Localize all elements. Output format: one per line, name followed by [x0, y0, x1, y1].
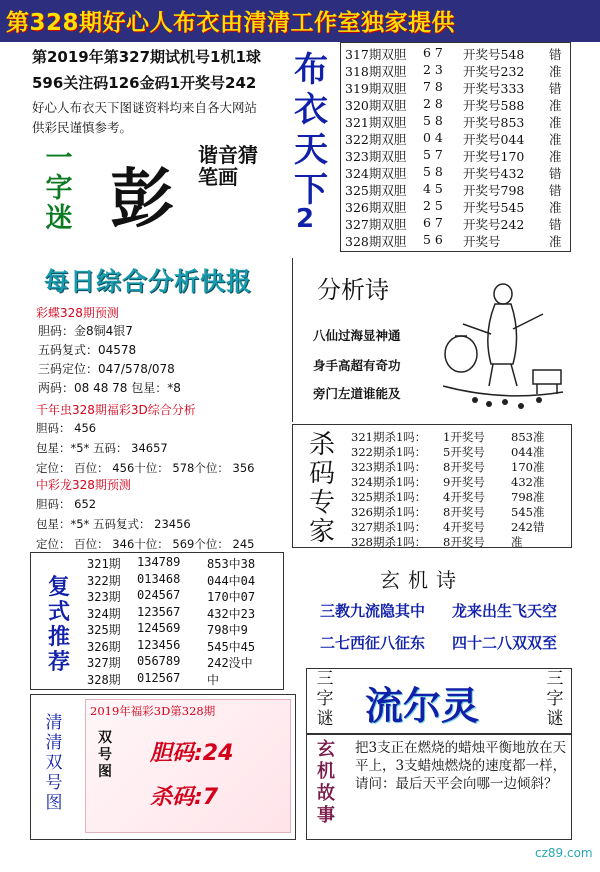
intro-line-2: 596关注码126金码1开奖号242	[32, 74, 257, 92]
xuanji-line-1b: 龙来出生飞天空	[452, 602, 558, 620]
history-cell-result: 开奖号044	[463, 132, 525, 147]
fushi-cell-combo: 013468	[137, 571, 181, 586]
kill-label: 杀码专家	[308, 430, 335, 547]
zhongcailong-line: 胆码： 652	[36, 497, 97, 511]
history-cell-pair: 7 8	[423, 79, 443, 94]
fushi-cell-result: 853中38	[207, 557, 256, 571]
kill-cell-result: 044准	[511, 445, 545, 459]
history-cell-period: 328期双胆	[345, 234, 407, 249]
kill-cell-result: 432准	[511, 475, 545, 489]
kill-cell-draw: 8开奖号	[443, 460, 485, 474]
story-panel	[306, 734, 572, 840]
kill-cell-result: 准	[511, 535, 523, 549]
kill-cell-result: 545准	[511, 505, 545, 519]
caidie-line: 两码：08 48 78 包星：*8	[38, 381, 181, 395]
fushi-cell-combo: 012567	[137, 670, 181, 685]
caidie-line: 五码复式：04578	[38, 343, 137, 357]
zhongcailong-line: 定位： 百位： 346十位： 569个位： 245	[36, 537, 255, 551]
liuerling-left-label: 三字谜	[316, 669, 334, 729]
fushi-cell-result: 798中9	[207, 623, 248, 637]
history-cell-status: 准	[549, 132, 562, 147]
riddle-panel	[30, 140, 280, 240]
history-cell-status: 准	[549, 98, 562, 113]
poem-panel	[292, 258, 572, 422]
fushi-cell-period: 327期	[87, 656, 121, 670]
brand-number: 2	[296, 204, 315, 234]
poem-line-1: 八仙过海显神通	[313, 328, 401, 343]
caidie-line: 三码定位：047/578/078	[38, 362, 175, 376]
history-cell-status: 准	[549, 149, 562, 164]
history-cell-status: 错	[549, 81, 562, 96]
fushi-label: 复式推荐	[47, 574, 70, 675]
fushi-cell-combo: 123567	[137, 604, 181, 619]
zhongcailong-title: 中彩龙328期预测	[36, 478, 131, 492]
history-cell-period: 324期双胆	[345, 166, 407, 181]
fushi-cell-result: 044中04	[207, 573, 256, 588]
liuerling-panel	[306, 668, 572, 734]
history-cell-status: 错	[549, 166, 562, 181]
caidie-title: 彩蝶328期预测	[36, 306, 119, 320]
history-cell-result: 开奖号232	[463, 64, 525, 79]
kill-cell-period: 323期杀1吗：	[351, 460, 427, 474]
history-cell-period: 319期双胆	[345, 81, 407, 96]
fushi-cell-combo: 024567	[137, 588, 181, 602]
history-cell-pair: 6 7	[423, 215, 443, 230]
brand-title: 布衣天下	[294, 50, 328, 210]
xuanji-line-2b: 四十二八双双至	[452, 634, 558, 652]
caidie-line: 胆码：金8铜4银7	[38, 324, 133, 338]
liuerling-right-label: 三字谜	[546, 669, 564, 729]
history-cell-pair: 2 8	[423, 96, 443, 111]
fushi-cell-period: 326期	[87, 639, 121, 654]
qiannianchong-line: 胆码： 456	[36, 421, 97, 435]
double-left-label: 双号图	[98, 730, 112, 780]
history-cell-result: 开奖号333	[463, 81, 525, 96]
history-cell-status: 错	[549, 217, 562, 232]
history-cell-period: 326期双胆	[345, 200, 407, 215]
kill-cell-period: 322期杀1吗：	[351, 445, 427, 459]
history-cell-period: 323期双胆	[345, 149, 407, 164]
page-title: 第328期好心人布衣由清清工作室独家提供	[6, 10, 456, 36]
riddle-side-label: 一字迷	[45, 143, 73, 234]
kill-cell-result: 798准	[511, 490, 545, 504]
intro-line-3: 好心人布衣天下图谜资料均来自各大网站	[32, 100, 258, 115]
history-cell-pair: 0 4	[423, 130, 443, 145]
history-cell-pair: 2 5	[423, 198, 443, 213]
fushi-cell-combo: 124569	[137, 621, 181, 635]
intro-line-4: 供彩民谨慎参考。	[32, 120, 133, 135]
history-cell-result: 开奖号588	[463, 98, 525, 113]
history-cell-period: 322期双胆	[345, 132, 407, 147]
fushi-cell-period: 328期	[87, 672, 121, 687]
fushi-cell-period: 325期	[87, 623, 121, 637]
fushi-cell-combo: 056789	[137, 654, 181, 668]
qiannianchong-title: 千年虫328期福彩3D综合分析	[36, 403, 196, 417]
fushi-cell-result: 中	[207, 672, 220, 687]
kill-cell-draw: 8开奖号	[443, 505, 485, 519]
history-cell-pair: 5 6	[423, 232, 443, 247]
history-cell-period: 327期双胆	[345, 217, 407, 232]
fushi-cell-period: 322期	[87, 573, 121, 588]
history-cell-pair: 5 7	[423, 147, 443, 162]
history-table	[340, 42, 571, 252]
history-cell-pair: 5 8	[423, 113, 443, 128]
liuerling-main: 流尔灵	[365, 684, 480, 728]
intro-line-1: 第2019年第327期试机号1机1球	[32, 48, 261, 66]
history-cell-period: 320期双胆	[345, 98, 407, 113]
history-cell-result: 开奖号548	[463, 47, 525, 62]
qiannianchong-line: 定位： 百位： 456十位： 578个位： 356	[36, 461, 255, 475]
history-cell-status: 准	[549, 64, 562, 79]
story-side-label: 玄机故事	[317, 739, 335, 826]
kill-panel	[292, 424, 572, 548]
history-cell-result: 开奖号853	[463, 115, 525, 130]
double-panel	[30, 694, 296, 840]
watermark: cz89.com	[535, 846, 593, 860]
kill-cell-period: 328期杀1吗：	[351, 535, 427, 549]
history-cell-period: 317期双胆	[345, 47, 407, 62]
kill-cell-draw: 4开奖号	[443, 490, 485, 504]
kill-cell-draw: 5开奖号	[443, 445, 485, 459]
xuanji-line-2a: 二七西征八征东	[320, 634, 426, 652]
history-cell-status: 准	[549, 115, 562, 130]
history-cell-period: 321期双胆	[345, 115, 407, 130]
history-cell-status: 错	[549, 47, 562, 62]
fushi-cell-result: 545中45	[207, 639, 256, 654]
kill-cell-period: 326期杀1吗：	[351, 505, 427, 519]
fushi-cell-result: 170中07	[207, 590, 256, 604]
history-cell-result: 开奖号545	[463, 200, 525, 215]
history-cell-result: 开奖号432	[463, 166, 525, 181]
history-cell-result: 开奖号242	[463, 217, 525, 232]
kill-cell-result: 170准	[511, 460, 545, 474]
xuanji-title: 玄机诗	[380, 568, 464, 592]
kill-cell-period: 321期杀1吗：	[351, 430, 427, 444]
fushi-cell-result: 432中23	[207, 606, 256, 621]
history-cell-pair: 4 5	[423, 181, 443, 196]
history-cell-result: 开奖号170	[463, 149, 525, 164]
riddle-main-char: 彭	[110, 162, 174, 237]
immortal-illustration	[433, 274, 573, 422]
history-cell-status: 错	[549, 183, 562, 198]
history-cell-result: 开奖号798	[463, 183, 525, 198]
kill-cell-draw: 9开奖号	[443, 475, 485, 489]
xuanji-line-1a: 三教九流隐其中	[320, 602, 426, 620]
daily-title: 每日综合分析快报	[44, 267, 253, 296]
kill-cell-period: 325期杀1吗：	[351, 490, 427, 504]
history-cell-period: 318期双胆	[345, 64, 407, 79]
story-text: 把3支正在燃烧的蜡烛平衡地放在天平上，3支蜡烛燃烧的速度都一样，请问：最后天平会向哪一边倾斜？	[355, 740, 567, 792]
zhongcailong-line: 包星：*5* 五码复式： 23456	[36, 517, 191, 531]
history-cell-result: 开奖号	[463, 234, 501, 249]
history-cell-status: 准	[549, 234, 562, 249]
fushi-cell-period: 321期	[87, 557, 121, 571]
poem-line-2: 身手高超有奇功	[313, 358, 401, 373]
forecast-panel	[36, 304, 286, 550]
double-line-1: 胆码:24	[150, 741, 234, 766]
fushi-cell-period: 324期	[87, 606, 121, 621]
double-header: 2019年福彩3D第328期	[90, 704, 216, 718]
double-line-2: 杀码:7	[150, 785, 219, 810]
history-cell-period: 325期双胆	[345, 183, 407, 198]
poem-title: 分析诗	[317, 276, 389, 304]
kill-cell-draw: 1开奖号	[443, 430, 485, 444]
fushi-cell-combo: 123456	[137, 637, 181, 652]
xuanji-panel	[296, 556, 572, 666]
history-cell-pair: 5 8	[423, 164, 443, 179]
fushi-cell-combo: 134789	[137, 555, 181, 569]
poem-line-3: 旁门左道谁能及	[313, 386, 401, 401]
double-side-label: 清清双号图	[45, 713, 63, 813]
kill-cell-result: 242错	[511, 520, 545, 534]
double-image	[85, 699, 291, 833]
kill-cell-draw: 8开奖号	[443, 535, 485, 549]
kill-cell-draw: 4开奖号	[443, 520, 485, 534]
riddle-hint: 谐音猜笔画	[198, 143, 258, 189]
history-cell-status: 准	[549, 200, 562, 215]
kill-cell-period: 327期杀1吗：	[351, 520, 427, 534]
qiannianchong-line: 包星：*5* 五码： 34657	[36, 441, 168, 455]
kill-cell-result: 853准	[511, 430, 545, 444]
kill-cell-period: 324期杀1吗：	[351, 475, 427, 489]
fushi-panel	[30, 552, 284, 690]
fushi-cell-result: 242没中	[207, 656, 253, 670]
history-cell-pair: 2 3	[423, 62, 443, 77]
fushi-cell-period: 323期	[87, 590, 121, 604]
history-cell-pair: 6 7	[423, 45, 443, 60]
